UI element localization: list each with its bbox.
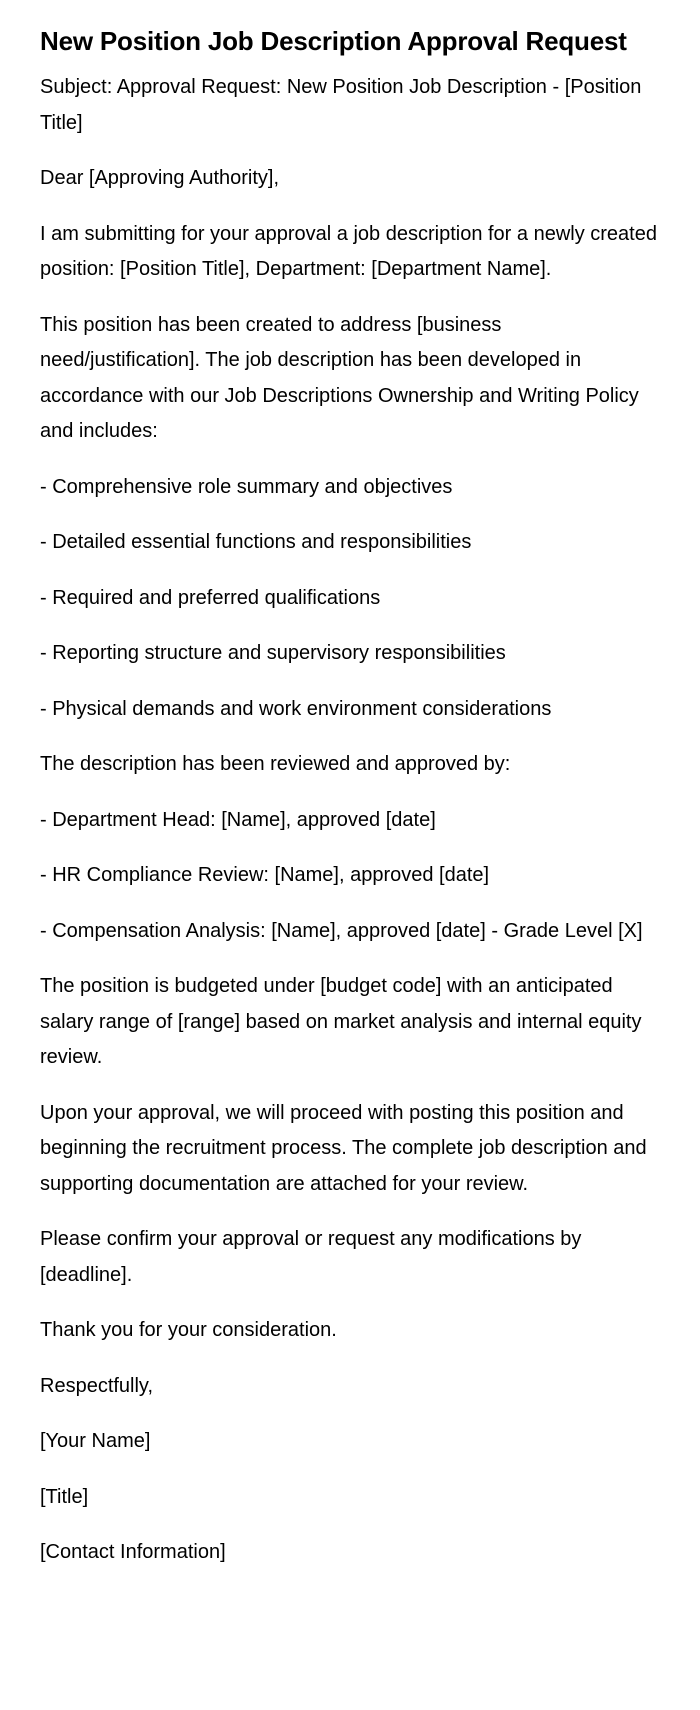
signature-title: [Title] [40,1485,89,1508]
intro-paragraph: I am submitting for your approval a job description for a newly created position: [Position Title], Department: [Department Name]. [40,222,657,280]
subject-line: Subject: Approval Request: New Position Job Description - [Position Title] [40,76,642,134]
list-item: - Physical demands and work environment considerations [40,697,552,720]
list-item: - Required and preferred qualifications [40,586,381,609]
list-item: - Detailed essential functions and responsibilities [40,531,472,553]
signature-name: [Your Name] [40,1430,151,1452]
review-intro: The description has been reviewed and approved by: [40,753,511,775]
salutation: Dear [Approving Authority], [40,167,280,189]
justification-paragraph: This position has been created to address [business need/justification]. The job description has been developed in accordance with our Job Descriptions Ownership and Writing Policy and includes: [40,313,639,442]
list-item: - Reporting structure and supervisory responsibilities [40,642,506,664]
confirmation-request: Please confirm your approval or request any modifications by [deadline]. [40,1228,582,1286]
budget-paragraph: The position is budgeted under [budget code] with an anticipated salary range of [range] based on market analysis and internal equity review. [40,975,642,1068]
next-steps-paragraph: Upon your approval, we will proceed with posting this position and beginning the recruitment process. The complete job description and supporting documentation are attached for your review. [40,1101,647,1195]
closing: Respectfully, [40,1374,154,1397]
list-item: - Compensation Analysis: [Name], approved [date] - Grade Level [X] [40,919,643,942]
thanks-line: Thank you for your consideration. [40,1319,337,1341]
list-item: - HR Compliance Review: [Name], approved [date] [40,864,490,886]
list-item: - Comprehensive role summary and objectives [40,475,453,498]
list-item: - Department Head: [Name], approved [date] [40,808,436,831]
signature-contact: [Contact Information] [40,1541,226,1563]
document-title: New Position Job Description Approval Request [40,26,627,56]
